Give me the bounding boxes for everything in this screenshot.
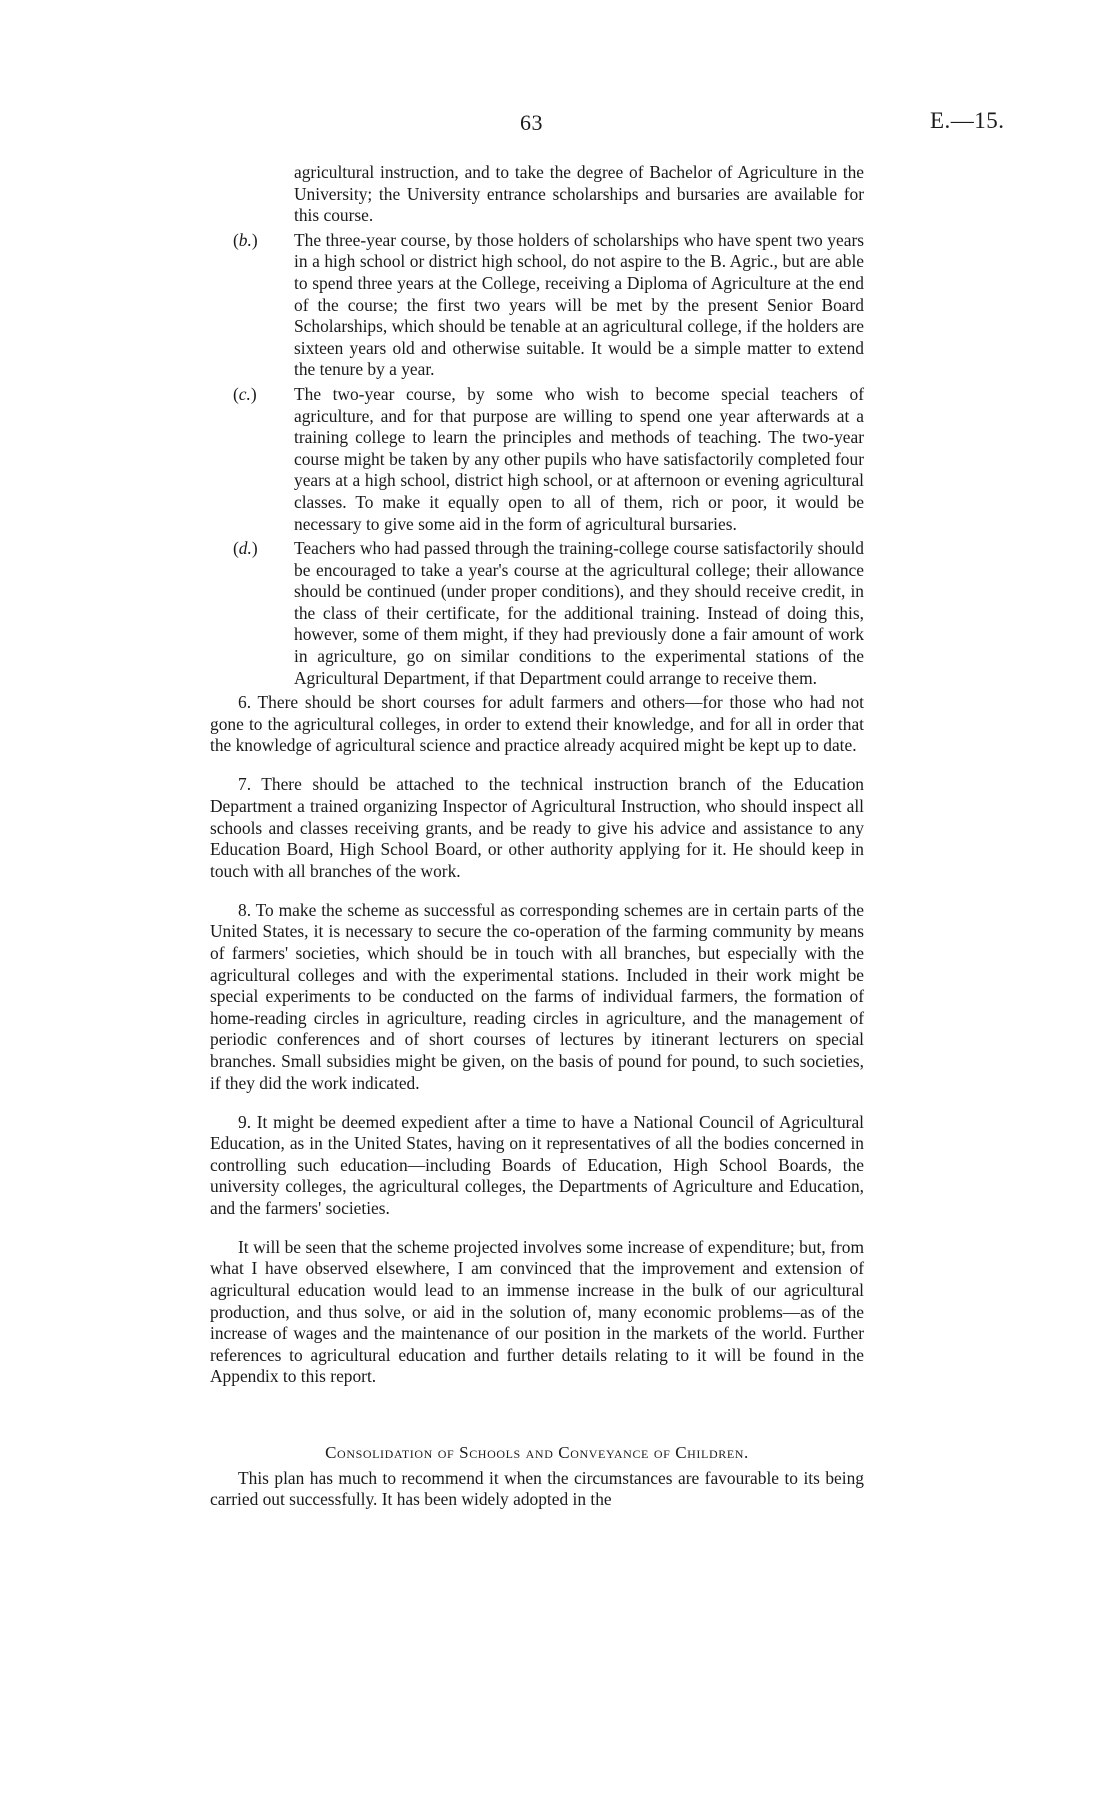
paragraph-9: 9. It might be deemed expedient after a time to have a National Council of Agricultural Education, as in the United States, having on it representatives of all the bodies concerned in controlling such education—including Boards of Education, High School Boards, the university colleges, the agricultural colleges, the Departments of Agriculture and Education, and the farmers' societies.: [210, 1111, 864, 1218]
subitem-label: (c.): [233, 383, 257, 404]
paragraph-7: 7. There should be attached to the technical instruction branch of the Education Department a trained organizing Inspector of Agricultural Instruction, who should inspect all schools and classes receiving grants, and be ready to give his advice and assistance to any Education Board, High School Board, or other authority applying for it. He should keep in touch with all branches of the work.: [210, 774, 864, 881]
subitem-text: The three-year course, by those holders of scholarships who have spent two years in a high school or district high school, do not aspire to the B. Agric., but are able to spend three years at the College, receiving a Diploma of Agriculture at the end of the course; the first two years will be met by the present Senior Board Scholarships, which should be tenable at an agricultural college, if the holders are sixteen years old and otherwise suitable. It would be a simple matter to extend the tenure by a year.: [294, 229, 864, 380]
section-heading: Consolidation of Schools and Conveyance of Children.: [325, 1443, 749, 1463]
subitem-label: (b.): [233, 229, 258, 250]
series-reference: E.—15.: [930, 108, 1005, 133]
paragraph-6: 6. There should be short courses for adult farmers and others—for those who had not gone to the agricultural colleges, in order to extend their knowledge, and for all in order that the knowledge of agricultural science and practice already acquired might be kept up to date.: [210, 692, 864, 756]
subitem-d: [210, 538, 864, 689]
paragraph-conclusion: It will be seen that the scheme projected involves some increase of expenditure; but, from what I have observed elsewhere, I am convinced that the improvement and extension of agricultural education would lead to an immense increase in the bulk of our agricultural production, and thus solve, or aid in the solution of, many economic problems—as of the increase of wages and the maintenance of our position in the markets of the world. Further references to agricultural education and further details relating to it will be found in the Appendix to this report.: [210, 1236, 864, 1387]
document-body: [210, 162, 864, 1528]
subitem-text: Teachers who had passed through the training-college course satisfactorily should be encouraged to take a year's course at the agricultural college; their allowance should be continued (under proper conditions), and they should receive credit, in the class of their certificate, for the additional training. Instead of doing this, however, some of them might, if they had previously done a fair amount of work in agriculture, go on similar conditions to the experimental stations of the Agricultural Department, if that Department could arrange to receive them.: [294, 538, 864, 688]
subitem-b: [210, 230, 864, 381]
paragraph-8: 8. To make the scheme as successful as corresponding schemes are in certain parts of the United States, it is necessary to secure the co-operation of the farming community by means of farmers' societies, which should be in touch with all branches, but especially with the agricultural colleges and with the experimental stations. Included in their work might be special experiments to be conducted on the farms of individual farmers, the formation of home-reading circles in agriculture, reading circles in agriculture, and the management of periodic conferences and of short courses of lectures by itinerant lecturers on special branches. Small subsidies might be given, on the basis of pound for pound, to such societies, if they did the work indicated.: [210, 899, 864, 1093]
subitem-label: (d.): [233, 538, 258, 559]
subitem-c: [210, 384, 864, 535]
subitem-text: The two-year course, by some who wish to become special teachers of agriculture, and for that purpose are willing to spend one year afterwards at a training college to learn the principles and methods of teaching. The two-year course might be taken by any other pupils who have satisfactorily completed four years at a high school, district high school, or at afternoon or evening agricultural classes. To make it equally open to all of them, rich or poor, it would be necessary to give some aid in the form of agricultural bursaries.: [294, 383, 864, 534]
continued-paragraph: agricultural instruction, and to take the degree of Bachelor of Agriculture in the University; the University entrance scholarships and bursaries are available for this course.: [294, 162, 864, 226]
page-number: 63: [520, 110, 543, 135]
section-paragraph: This plan has much to recommend it when the circumstances are favourable to its being carried out successfully. It has been widely adopted in the: [210, 1467, 864, 1510]
